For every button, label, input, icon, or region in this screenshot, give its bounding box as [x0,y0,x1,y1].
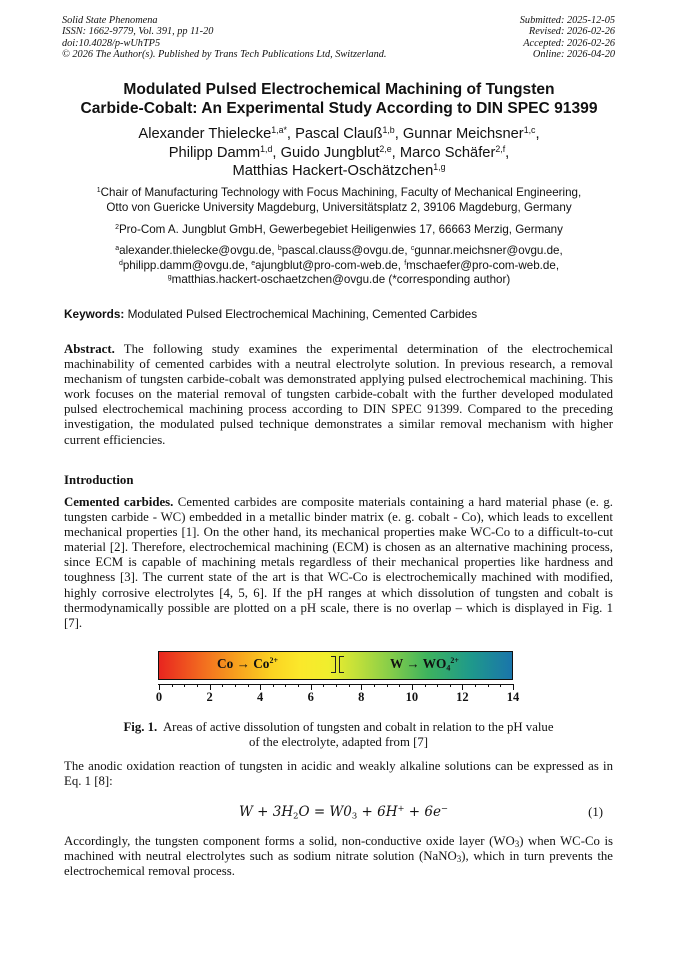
region-label-sub: 4 [446,663,451,673]
email-link[interactable]: ajungblut@pro-com-web.de [255,258,398,272]
affiliation-2 [40,223,638,238]
subscript: 3 [514,839,520,850]
author-sep: , [505,144,510,161]
author-affil-sup: 1,a* [271,125,287,136]
title-line-2: Carbide-Cobalt: An Experimental Study According to DIN SPEC 91399 [80,99,598,117]
caption-label: Fig. 1. [123,720,158,734]
author-name: Marco Schäfer [399,144,496,161]
email-sep: , [559,244,563,257]
minor-tick [197,684,198,687]
author-name: Alexander Thielecke [138,126,272,142]
author-sep: , [535,126,540,142]
equation-expression: $W + 3H_2O = W0_3 + 6H^+ + 6e^-$ [239,802,449,821]
tick-label: 0 [155,690,163,704]
email-link[interactable]: philipp.damm@ovgu.de [122,258,245,272]
section-heading-introduction: Introduction [64,473,134,487]
caption-text: of the electrolyte, adapted from [7] [248,735,429,750]
tick-label: 12 [456,690,469,704]
issn-line: ISSN: 1662-9779, Vol. 391, pp 11-20 [62,26,214,38]
email-link[interactable]: alexander.thielecke@ovgu.de [119,244,272,257]
abstract [64,342,613,448]
minor-tick [374,684,375,687]
boundary-bracket-left [331,656,336,673]
author-sep: , [286,126,296,142]
tick-label: 2 [206,690,213,704]
caption-text: Areas of active dissolution of tungsten and cobalt in relation to the pH value [157,720,554,734]
email-sup: e [251,259,256,267]
revised-date: Revised: 2026-02-26 [528,26,615,38]
minor-tick [298,684,299,687]
author-name: Matthias Hackert-Oschätzchen [232,163,434,179]
intro-paragraph-1 [64,495,613,631]
author-line-2 [40,144,638,163]
email-sup: d [118,259,123,267]
paper-title [40,81,638,118]
cobalt-dissolution-label [217,655,278,673]
email-sep: , [397,258,405,272]
author-name: Guido Jungblut [280,144,380,161]
tick-label: 4 [257,690,264,704]
affiliation-sup: 1 [96,187,101,195]
email-link[interactable]: matthias.hackert-oschaetzchen@ovgu.de [171,273,386,287]
author-line-1 [40,125,638,144]
affiliation-text: Otto von Guericke University Magdeburg, Universitätsplatz 2, 39106 Magdeburg, Germany [106,200,572,214]
keywords-label: Keywords: [64,307,125,321]
abstract-label: Abstract. [64,342,115,356]
author-affil-sup: 1,b [382,125,395,136]
minor-tick [500,684,501,687]
minor-tick [399,684,400,687]
region-label-sup: 2+ [269,655,278,665]
paragraph-run-in-heading: Cemented carbides. [64,495,174,509]
boundary-bracket-right [339,656,344,673]
paragraph-text: ), which in turn prevents the electrochemical removal process. [64,849,613,879]
affiliation-1 [40,186,638,215]
online-date: Online: 2026-04-20 [532,48,615,60]
email-sep: , [555,258,560,272]
author-affil-sup: 2,f [495,143,506,154]
subscript: 3 [456,854,462,865]
tick-label: 10 [405,690,419,704]
submitted-date: Submitted: 2025-12-05 [519,15,615,26]
author-list [40,125,638,181]
tick-label: 6 [307,690,314,704]
figure-1-caption [64,720,613,751]
email-sup: b [277,245,282,253]
author-affil-sup: 1,d [260,143,273,154]
doi-line: doi:10.4028/p-wUhTP5 [62,37,161,49]
author-sep: , [391,144,400,161]
minor-tick [222,684,223,687]
email-sup: c [410,245,415,253]
minor-tick [172,684,173,687]
copyright-line: © 2026 The Author(s). Published by Trans Tech Publications Ltd, Switzerland. [62,48,387,60]
accepted-date: Accepted: 2026-02-26 [523,37,615,49]
minor-tick [437,684,438,687]
keywords-text: Modulated Pulsed Electrochemical Machining, Cemented Carbides [124,307,478,321]
paragraph-text: Accordingly, the tungsten component forms a solid, non-conductive oxide layer (WO [64,834,515,848]
journal-header-right [520,15,615,60]
paragraph-text: ) when WC-Co is machined with neutral electrolytes such as sodium nitrate solution (NaNO [64,834,613,864]
author-name: Philipp Damm [168,144,261,161]
tick-label: 14 [506,690,520,704]
author-name: Pascal Clauß [295,126,383,142]
author-name: Gunnar Meichsner [402,126,524,142]
email-link[interactable]: gunnar.meichsner@ovgu.de [414,244,560,257]
email-sup: f [404,259,407,267]
minor-tick [285,684,286,687]
intro-paragraph-2: The anodic oxidation reaction of tungsten in acidic and weakly alkaline solutions can be expressed as in Eq. 1 [8]: [64,759,613,789]
minor-tick [349,684,350,687]
author-sep: , [272,144,281,161]
minor-tick [488,684,489,687]
tungsten-dissolution-label [390,655,459,673]
author-affil-sup: 2,e [379,143,392,154]
email-sep: , [404,244,411,257]
email-link[interactable]: mschaefer@pro-com-web.de [406,258,556,272]
author-affil-sup: 1,g [433,162,446,173]
minor-tick [336,684,337,687]
title-line-1: Modulated Pulsed Electrochemical Machining of Tungsten [123,81,555,98]
keywords [64,307,624,321]
minor-tick [323,684,324,687]
tick-label: 8 [358,690,365,704]
intro-paragraph-3 [64,834,613,879]
minor-tick [273,684,274,687]
minor-tick [475,684,476,687]
paragraph-text: Cemented carbides are composite materials containing a hard material phase (e. g. tungsten carbide - WC) embedded in a metallic binder matrix (e. g. cobalt - Co), which leads to excellent mechanical properties [1]. On the other hand, its mechanical properties make WC-Co to a difficult-to-cut material [2]. Therefore, electrochemical machining (ECM) is chosen as an alternative machining process, since ECM is capable of machining metals regardless of their mechanical properties like hardness and toughness [3]. The current state of the art is that WC-Co is electrochemically machined with modified, highly corrosive electrolytes [4, 5, 6]. If the pH ranges at which dissolution of tungsten and cobalt is thermodynamically possible are plotted on a pH scale, there is no overlap – which is displayed in Fig. 1 [7]. [64,495,613,630]
author-line-3 [40,162,638,181]
abstract-text: The following study examines the experimental determination of the electrochemical machinability of cemented carbides with a neutral electrolyte solution. In previous research, a removal mechanism of tungsten carbide-cobalt was demonstrated applying pulsed electrochemical machining. This work focuses on the material removal of tungsten carbide-cobalt with the further developed modulated pulsed electrochemical machining process according to DIN SPEC 91399. Compared to the preceding investigation, the modulated pulsed technique demonstrates a similar removal mechanism with higher current efficiencies. [64,342,613,447]
email-list [40,244,638,288]
email-link[interactable]: pascal.clauss@ovgu.de [281,244,405,257]
equation-number: (1) [588,805,603,819]
email-sep: , [244,258,252,272]
affiliation-sup: 2 [115,224,119,232]
equation-1 [64,802,613,822]
corresponding-note: (*corresponding author) [385,273,511,287]
minor-tick [248,684,249,687]
minor-tick [235,684,236,687]
affiliation-text: Pro-Com A. Jungblut GmbH, Gewerbegebiet Heiligenwies 17, 66663 Merzig, Germany [118,223,563,236]
region-label-text: Co → Co [217,656,270,671]
email-sup: g [167,274,172,282]
journal-name: Solid State Phenomena [62,15,158,26]
journal-header-left [62,15,386,60]
email-sep: , [271,244,278,257]
minor-tick [184,684,185,687]
email-sup: a [115,245,120,253]
region-label-sup: 2+ [450,655,459,665]
author-sep: , [394,126,403,142]
minor-tick [425,684,426,687]
affiliation-text: Chair of Manufacturing Technology with Focus Machining, Faculty of Mechanical Engineering, [100,186,582,199]
minor-tick [450,684,451,687]
author-affil-sup: 1,c [523,125,536,136]
minor-tick [387,684,388,687]
region-label-text: W → WO [390,656,447,671]
